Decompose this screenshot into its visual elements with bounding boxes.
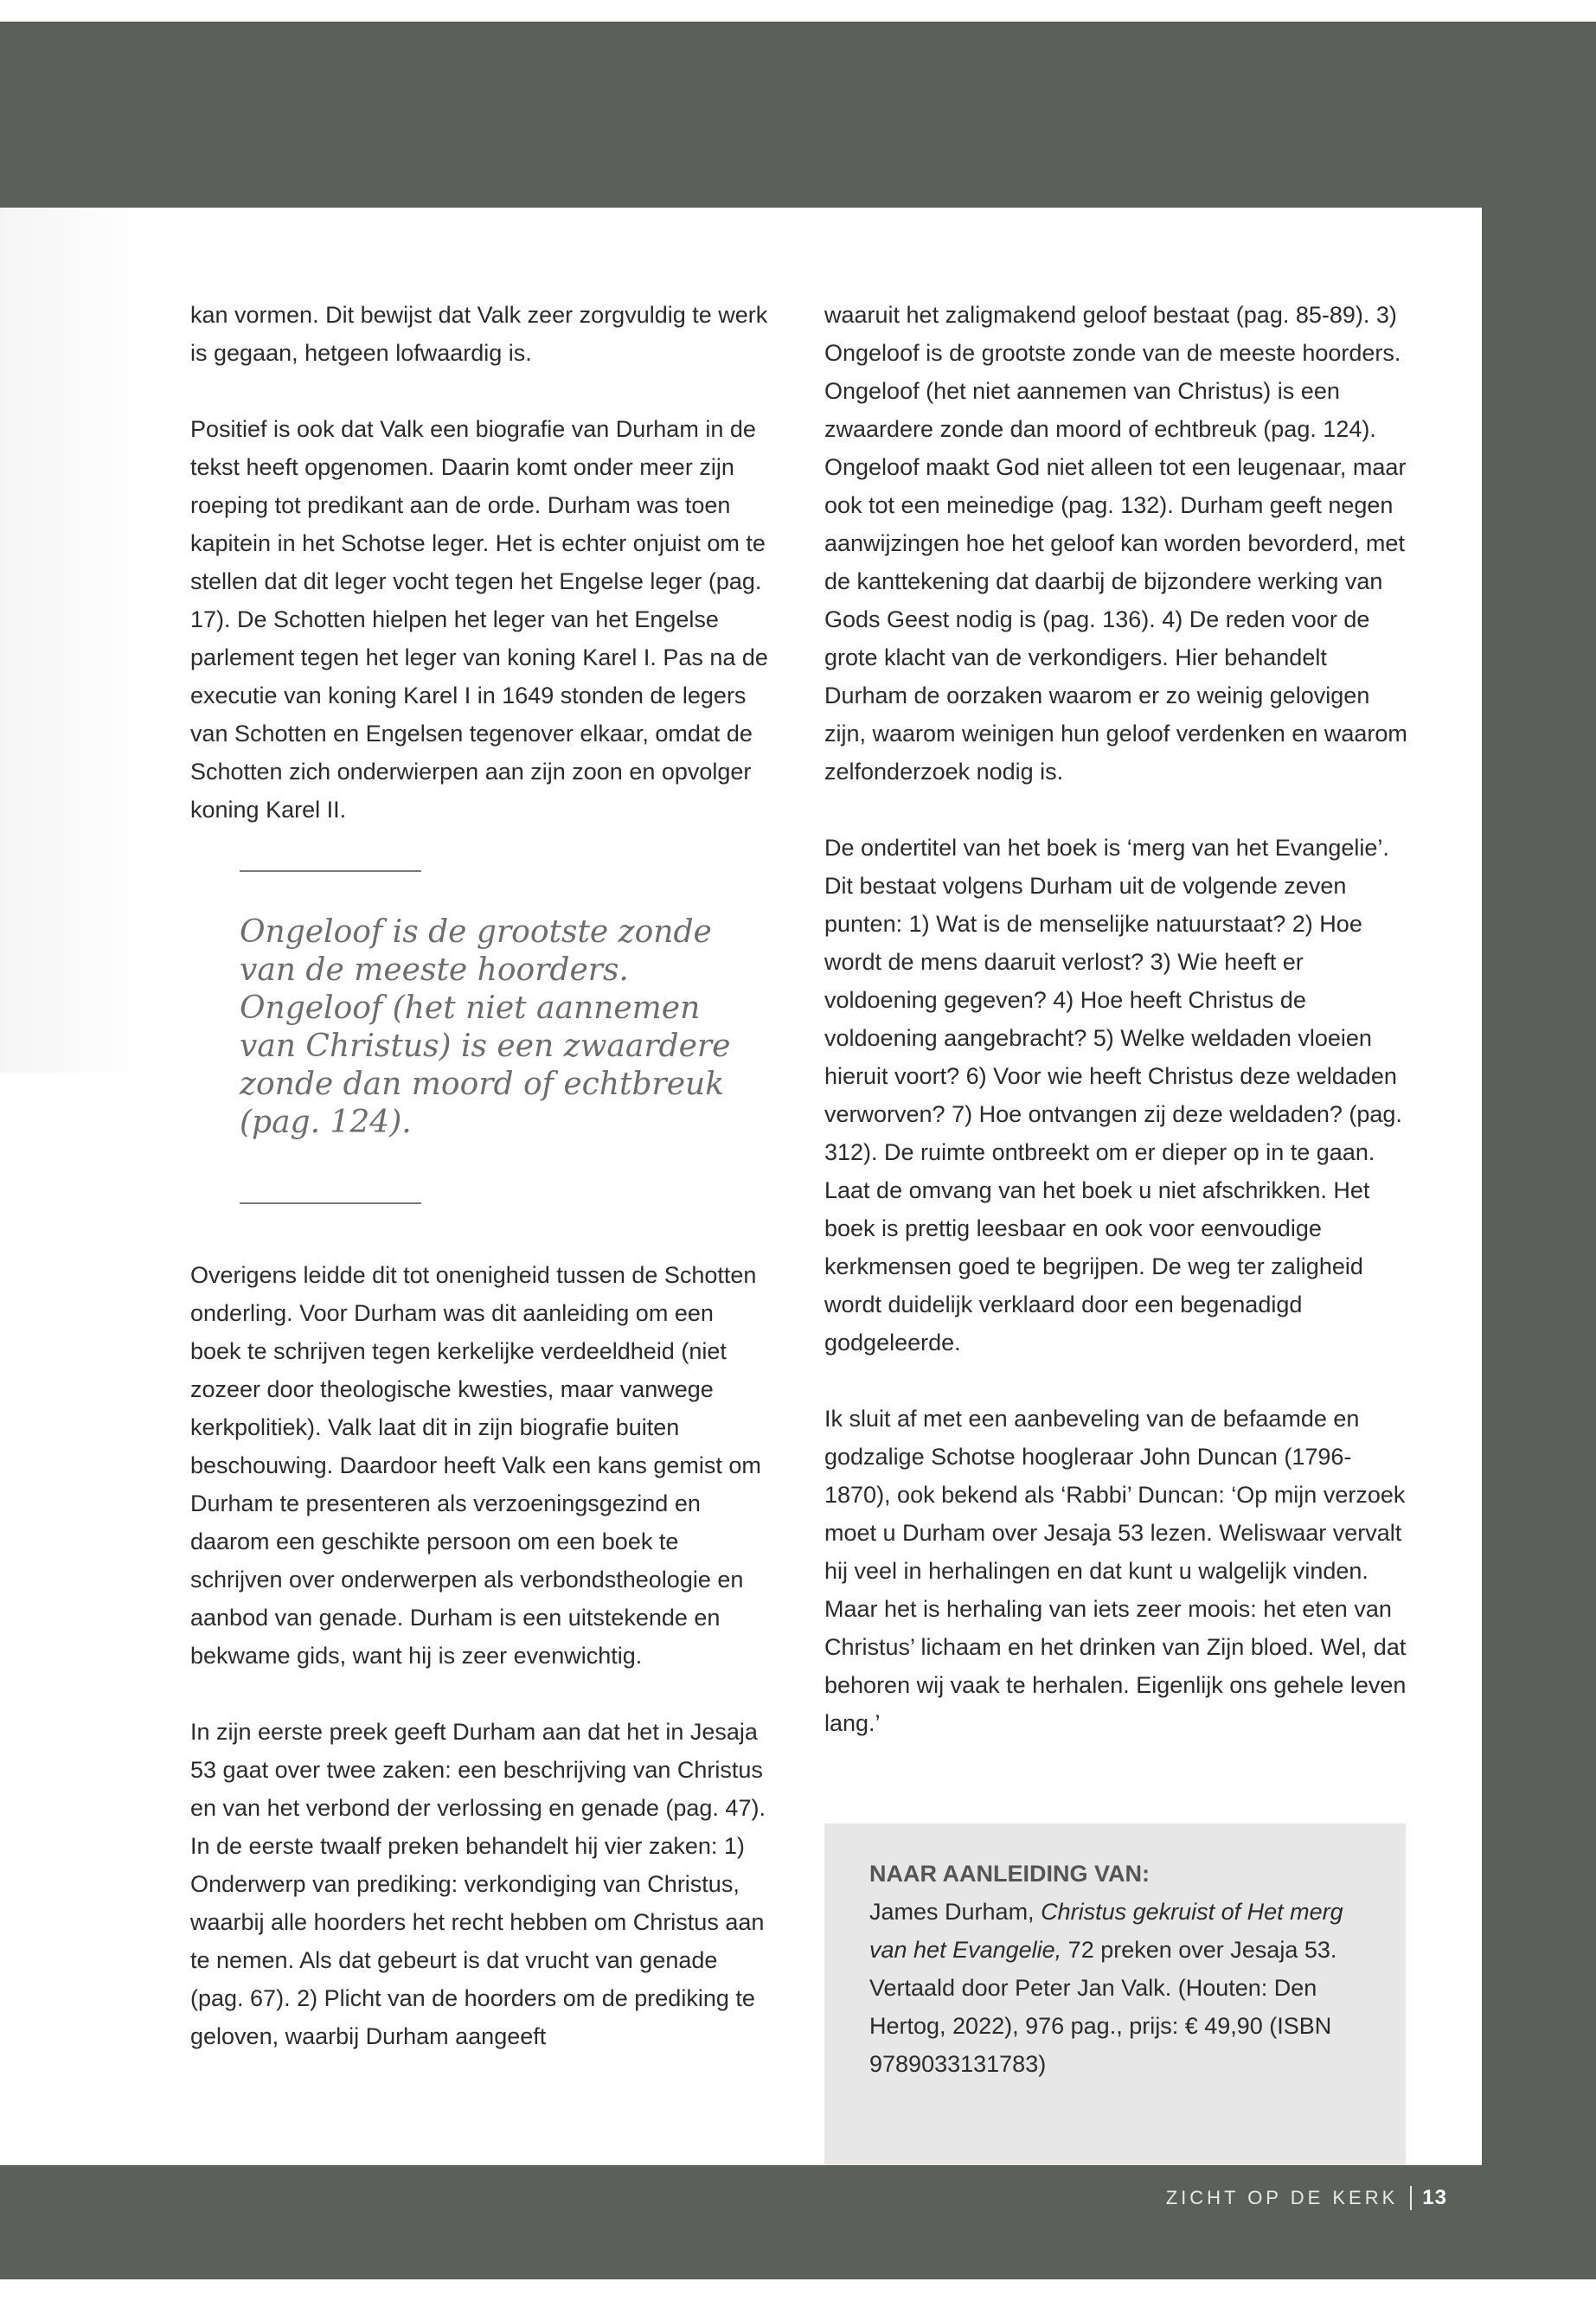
quote-rule-bottom: [240, 1202, 421, 1204]
book-title: Christus gekruist of Het merg van het Evangelie,: [869, 1899, 1343, 1963]
paragraph: De ondertitel van het boek is ‘merg van het Evangelie’. Dit bestaat volgens Durham uit de volgende zeven punten: 1) Wat is de menselijke natuurstaat? 2) Hoe wordt de mens daaruit verlost? 3) Wie heeft er voldoening gegeven? 4) Hoe heeft Christus de voldoening aangebracht? 5) Welke weldaden vloeien hieruit voort? 6) Voor wie heeft Christus deze weldaden verworven? 7) Hoe ontvangen zij deze weldaden? (pag. 312). De ruimte ontbreekt om er dieper op in te gaan. Laat de omvang van het boek u niet afschrikken. Het boek is prettig leesbaar en ook voor eenvoudige kerkmensen goed te begrijpen. De weg ter zaligheid wordt duidelijk verklaard door een begenadigd godgeleerde.: [824, 835, 1402, 1356]
footer-separator: [1410, 2186, 1412, 2210]
book-details: 72 preken over Jesaja 53. Vertaald door Peter Jan Valk. (Houten: Den Hertog, 2022), 976 pag., prijs: € 49,90 (ISBN 9789033131783): [869, 1937, 1337, 2077]
paragraph: Ik sluit af met een aanbeveling van de befaamde en godzalige Schotse hoogleraar John Duncan (1796-1870), ook bekend als ‘Rabbi’ Duncan: ‘Op mijn verzoek moet u Durham over Jesaja 53 lezen. Weliswaar vervalt hij veel in herhalingen en dat kunt u walgelijk vinden. Maar het is herhaling van iets zeer moois: het eten van Christus’ lichaam en het drinken van Zijn bloed. Wel, dat behoren wij vaak te herhalen. Eigenlijk ons gehele leven lang.’: [824, 1406, 1407, 1736]
left-column: [190, 296, 770, 2093]
magazine-page: [0, 208, 1482, 2165]
bottom-frame-band: [0, 2165, 1596, 2279]
paragraph: Positief is ook dat Valk een biografie van Durham in de tekst heeft opgenomen. Daarin komt onder meer zijn roeping tot predikant aan de orde. Durham was toen kapitein in het Schotse leger. Het is echter onjuist om te stellen dat dit leger vocht tegen het Engelse leger (pag. 17). De Schotten hielpen het leger van het Engelse parlement tegen het leger van koning Karel I. Pas na de executie van koning Karel I in 1649 stonden de legers van Schotten en Engelsen tegenover elkaar, omdat de Schotten zich onderwierpen aan zijn zoon en opvolger koning Karel II.: [190, 416, 768, 823]
paragraph: kan vormen. Dit bewijst dat Valk zeer zorgvuldig te werk is gegaan, hetgeen lofwaardig is.: [190, 302, 768, 366]
page-number: 13: [1422, 2186, 1447, 2209]
info-box-heading: NAAR AANLEIDING VAN:: [869, 1861, 1150, 1887]
top-frame-band: [0, 22, 1596, 208]
book-reference: [869, 1893, 1362, 2083]
right-frame-band: [1482, 22, 1596, 2279]
paragraph: waaruit het zaligmakend geloof bestaat (pag. 85-89). 3) Ongeloof is de grootste zonde van de meeste hoorders. Ongeloof (het niet aannemen van Christus) is een zwaardere zonde dan moord of echtbreuk (pag. 124). Ongeloof maakt God niet alleen tot een leugenaar, maar ook tot een meinedige (pag. 132). Durham geeft negen aanwijzingen hoe het geloof kan worden bevorderd, met de kanttekening dat daarbij de bijzondere werking van Gods Geest nodig is (pag. 136). 4) De reden voor de grote klacht van de verkondigers. Hier behandelt Durham de oorzaken waarom er zo weinig gelovigen zijn, waarom weinigen hun geloof verdenken en waarom zelfonderzoek nodig is.: [824, 302, 1407, 785]
publication-name: ZICHT OP DE KERK: [1165, 2187, 1399, 2208]
right-column: [824, 296, 1408, 1780]
pull-quote: [190, 867, 770, 1204]
pull-quote-text: Ongeloof is de grootste zonde van de meeste hoorders. Ongeloof (het niet aannemen van Christus) is een zwaardere zonde dan moord of echtbreuk (pag. 124).: [240, 914, 731, 1140]
quote-rule-top: [240, 870, 421, 872]
book-info-box: [824, 1823, 1406, 2165]
paragraph: In zijn eerste preek geeft Durham aan dat het in Jesaja 53 gaat over twee zaken: een beschrijving van Christus en van het verbond der verlossing en genade (pag. 47). In de eerste twaalf preken behandelt hij vier zaken: 1) Onderwerp van prediking: verkondiging van Christus, waarbij alle hoorders het recht hebben om Christus aan te nemen. Als dat gebeurt is dat vrucht van genade (pag. 67). 2) Plicht van de hoorders om de prediking te geloven, waarbij Durham aangeeft: [190, 1719, 766, 2049]
paragraph: Overigens leidde dit tot onenigheid tussen de Schotten onderling. Voor Durham was dit aanleiding om een boek te schrijven tegen kerkelijke verdeeldheid (niet zozeer door theologische kwesties, maar vanwege kerkpolitiek). Valk laat dit in zijn biografie buiten beschouwing. Daardoor heeft Valk een kans gemist om Durham te presenteren als verzoeningsgezind en daarom een geschikte persoon om een boek te schrijven over onderwerpen als verbondstheologie en aanbod van genade. Durham is een uitstekende en bekwame gids, want hij is zeer evenwichtig.: [190, 1262, 761, 1669]
page-edge-shadow: [0, 208, 147, 1073]
book-author: James Durham,: [869, 1899, 1042, 1925]
page-footer: [1166, 2186, 1447, 2210]
